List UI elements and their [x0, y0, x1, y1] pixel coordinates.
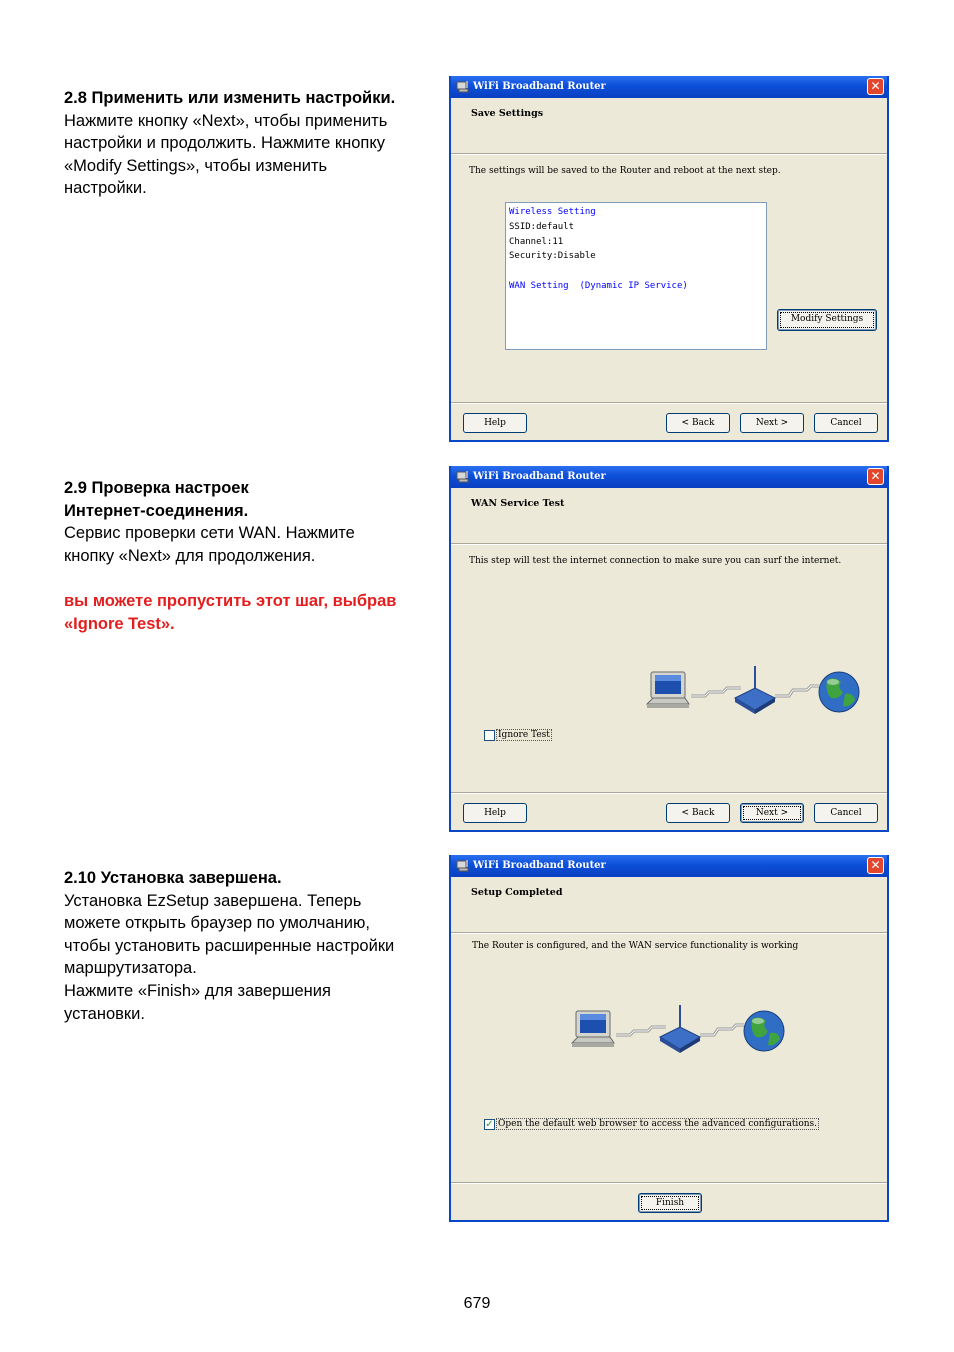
body-line: можете открыть браузер по умолчанию,: [64, 914, 370, 933]
step-title: WAN Service Test: [471, 498, 565, 509]
close-button[interactable]: [867, 78, 884, 95]
cancel-button[interactable]: Cancel: [814, 803, 878, 823]
body-line: «Modify Settings», чтобы изменить: [64, 156, 328, 175]
header-band: [451, 98, 887, 154]
step-title: Save Settings: [471, 108, 544, 119]
list-item: Security:Disable: [509, 251, 596, 262]
network-diagram: [643, 664, 863, 724]
next-button[interactable]: Next >: [740, 803, 804, 823]
close-icon: ✕: [870, 858, 881, 872]
note-line: «Ignore Test».: [64, 614, 175, 633]
page-number: 679: [463, 1295, 491, 1312]
body-line: установки.: [64, 1004, 145, 1023]
body-line: чтобы установить расширенные настройки: [64, 936, 395, 955]
section-wan-test-text: [64, 477, 436, 635]
list-item: SSID:default: [509, 221, 575, 232]
header-band: [451, 877, 887, 933]
section-heading: 2.8 Применить или изменить настройки.: [64, 89, 396, 107]
list-item: WAN Setting (Dynamic IP Service): [509, 280, 688, 291]
finish-button[interactable]: Finish: [638, 1193, 702, 1213]
dialog-setup-completed: [449, 855, 889, 1222]
list-item: Wireless Setting: [509, 207, 596, 217]
step-title: Setup Completed: [471, 887, 563, 898]
app-icon: [456, 80, 470, 93]
section-setup-completed-text: [64, 867, 436, 1025]
note-line: вы можете пропустить этот шаг, выбрав: [64, 591, 397, 610]
computer-icon: [572, 1011, 614, 1047]
next-button[interactable]: Next >: [740, 413, 804, 433]
close-button[interactable]: [867, 468, 884, 485]
step-description: The settings will be saved to the Router and reboot at the next step.: [469, 166, 781, 176]
cancel-button[interactable]: Cancel: [814, 413, 878, 433]
open-browser-checkbox[interactable]: ✓: [485, 1119, 494, 1130]
body-line: Установка EzSetup завершена. Теперь: [64, 891, 362, 910]
ignore-test-checkbox[interactable]: [484, 730, 495, 741]
router-icon: [735, 666, 775, 714]
window-title: WiFi Broadband Router: [473, 471, 606, 482]
globe-icon: [819, 672, 859, 712]
globe-icon: [744, 1011, 784, 1051]
section-heading: Интернет-соединения.: [64, 501, 249, 520]
settings-summary-list[interactable]: [505, 202, 767, 350]
title-bar: [451, 76, 887, 98]
section-save-settings-text: [64, 87, 436, 200]
body-line: маршрутизатора.: [64, 959, 197, 978]
list-item: [509, 264, 763, 279]
body-line: Нажмите кнопку «Next», чтобы применить: [64, 111, 388, 130]
list-item: Channel:11: [509, 236, 564, 247]
body-line: настройки.: [64, 179, 147, 198]
close-icon: ✕: [870, 469, 881, 483]
app-icon: [456, 470, 470, 483]
help-button[interactable]: Help: [463, 803, 527, 823]
step-description: This step will test the internet connection to make sure you can surf the internet.: [469, 556, 842, 566]
section-heading: 2.9 Проверка настроек: [64, 479, 249, 497]
window-title: WiFi Broadband Router: [473, 860, 606, 871]
title-bar: [451, 855, 887, 877]
header-band: [451, 488, 887, 544]
back-button[interactable]: < Back: [666, 413, 730, 433]
computer-icon: [647, 672, 689, 708]
section-heading: 2.10 Установка завершена.: [64, 869, 282, 887]
help-button[interactable]: Help: [463, 413, 527, 433]
dialog-wan-service-test: [449, 466, 889, 832]
ignore-test-label[interactable]: Ignore Test: [498, 730, 550, 740]
back-button[interactable]: < Back: [666, 803, 730, 823]
modify-settings-button[interactable]: Modify Settings: [777, 309, 877, 331]
footer-divider: [451, 792, 887, 793]
footer-divider: [451, 1182, 887, 1183]
body-line: настройки и продолжить. Нажмите кнопку: [64, 134, 385, 153]
title-bar: [451, 466, 887, 488]
body-line: кнопку «Next» для продолжения.: [64, 546, 316, 565]
close-icon: ✕: [870, 79, 881, 93]
footer-divider: [451, 402, 887, 403]
body-line: Сервис проверки сети WAN. Нажмите: [64, 524, 355, 543]
dialog-save-settings: [449, 76, 889, 442]
app-icon: [456, 859, 470, 872]
open-browser-label[interactable]: Open the default web browser to access the advanced configurations.: [498, 1119, 818, 1129]
router-icon: [660, 1005, 700, 1053]
network-diagram: [568, 1003, 788, 1063]
close-button[interactable]: [867, 857, 884, 874]
body-line: Нажмите «Finish» для завершения: [64, 981, 331, 1000]
step-description: The Router is configured, and the WAN service functionality is working: [472, 941, 799, 951]
window-title: WiFi Broadband Router: [473, 81, 606, 92]
